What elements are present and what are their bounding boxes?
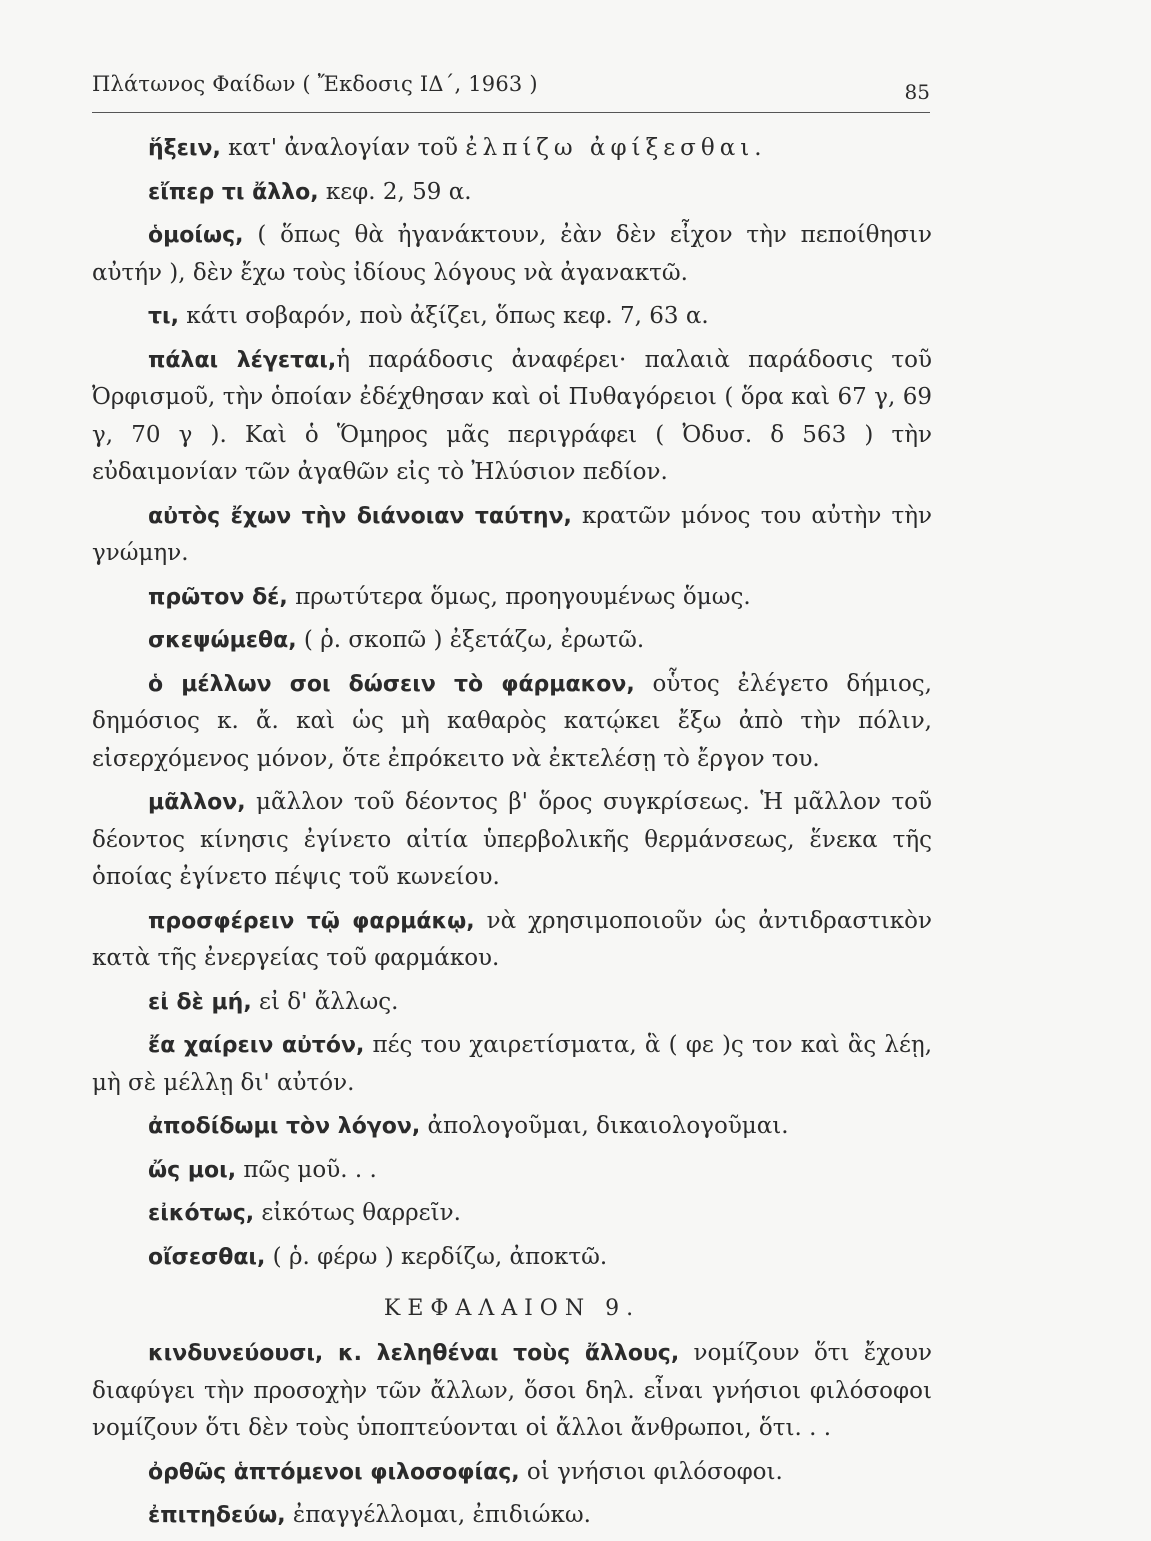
lemma: πάλαι λέγεται, [148,347,337,373]
lemma: μᾶλλον, [148,790,246,815]
gloss: οἱ γνήσιοι φιλόσοφοι. [519,1458,783,1485]
lemma: ὁ μέλλων σοι δώσειν τὸ φάρμακον, [148,671,635,697]
lemma: ὀρθῶς ἁπτόμενοι φιλοσοφίας, [148,1459,520,1485]
lemma: πρῶτον δέ, [148,584,288,610]
entry [92,217,932,292]
lemma: ἐπιτηδεύω, [148,1503,286,1528]
page-number: 85 [904,80,930,104]
gloss: ἐπαγγέλλομαι, ἐπιδιώκω. [285,1502,591,1528]
gloss: εἰκότως θαρρεῖν. [254,1200,461,1226]
lemma: σκεψώμεθα, [148,628,297,653]
entry [92,342,932,492]
lemma: εἴπερ τι ἄλλο, [148,179,319,205]
entry [92,903,932,978]
page-header [92,66,930,106]
entry [92,1027,932,1102]
gloss: κάτι σοβαρόν, ποὺ ἀξίζει, ὅπως κεφ. 7, 63 α. [178,303,709,329]
lemma: εἰ δὲ μή, [148,989,252,1015]
spaced-gloss: ἐλπίζω ἀφίξεσθαι. [465,135,767,161]
entry [92,984,932,1022]
entry [92,298,932,336]
gloss: ( ῥ. σκοπῶ ) ἐξετάζω, ἐρωτῶ. [296,627,645,653]
gloss: οὗτος ἐλέγετο δήμιος, δημόσιος κ. ἄ. καὶ ὡς μὴ καθαρὸς κατῴκει ἔξω ἀπὸ τὴν πόλιν, εἰσερχόμενος μόνον, ὅτε ἐπρόκειτο νὰ ἐκτελέσῃ τὸ ἔργον του. [92,670,932,772]
entry [92,1152,932,1190]
lemma: εἰκότως, [148,1201,255,1226]
gloss: πρωτύτερα ὅμως, προηγουμένως ὅμως. [287,583,751,610]
entry [92,174,932,212]
entry [92,1335,932,1448]
gloss: κεφ. 2, 59 α. [318,178,472,205]
gloss: νὰ χρησιμοποιοῦν ὡς ἀντιδραστικὸν κατὰ τῆς ἐνεργείας τοῦ φαρμάκου. [92,907,932,971]
lemma: προσφέρειν τῷ φαρμάκῳ, [148,908,475,934]
running-title: Πλάτωνος Φαίδων ( Ἔκδοσις ΙΔ΄, 1963 ) [92,72,538,96]
gloss: κρατῶν μόνος του αὐτὴν τὴν γνώμην. [92,502,932,566]
gloss: ἡ παράδοσις ἀναφέρει· παλαιὰ παράδοσις τοῦ Ὀρφισμοῦ, τὴν ὁποίαν ἐδέχθησαν καὶ οἱ Πυθαγόρειοι ( ὅρα καὶ 67 γ, 69 γ, 70 γ ). Καὶ ὁ Ὅμηρος μᾶς περιγράφει ( Ὀδυσ. δ 563 ) τὴν εὐδαιμονίαν τῶν ἀγαθῶν εἰς τὸ Ἠλύσιον πεδίον. [92,346,932,485]
entry [92,666,932,779]
lemma: αὐτὸς ἔχων τὴν διάνοιαν ταύτην, [148,503,572,529]
gloss: ἀπολογοῦμαι, δικαιολογοῦμαι. [420,1113,789,1139]
chapter-heading: ΚΕΦΑΛΑΙΟΝ 9. [383,1296,641,1321]
gloss: ( ὅπως θὰ ἠγανάκτουν, ἐὰν δὲν εἶχον τὴν πεποίθησιν αὐτήν ), δὲν ἔχω τοὺς ἰδίους λόγους νὰ ἀγανακτῶ. [92,222,932,286]
entry [92,622,932,660]
gloss: μᾶλλον τοῦ δέοντος β' ὅρος συγκρίσεως. Ἡ μᾶλλον τοῦ δέοντος κίνησις ἐγίνετο αἰτία ὑπερβολικῆς θερμάνσεως, ἕνεκα τῆς ὁποίας ἐγίνετο πέψις τοῦ κωνείου. [92,789,932,890]
entry [92,1195,932,1233]
entry [92,498,932,573]
entry [92,130,932,168]
commentary-body [92,130,932,1541]
entry [92,1108,932,1146]
lemma: ἥξειν, [148,136,221,161]
gloss: πῶς μοῦ. . . [236,1156,377,1183]
lemma: ὤς μοι, [148,1157,237,1183]
lemma: κινδυνεύουσι, κ. λεληθέναι τοὺς ἄλλους, [148,1341,680,1366]
lemma: ἔα χαίρειν αὐτόν, [148,1033,365,1058]
lemma: ὁμοίως, [148,223,244,248]
lemma: οἴσεσθαι, [148,1244,266,1270]
gloss: πές του χαιρετίσματα, ἃ ( φε )ς τον καὶ ἃς λέῃ, μὴ σὲ μέλλῃ δι' αὐτόν. [92,1032,932,1096]
entry [92,1454,932,1492]
entry [92,579,932,617]
gloss: εἰ δ' ἄλλως. [251,988,399,1015]
gloss: νομίζουν ὅτι ἔχουν διαφύγει τὴν προσοχὴν τῶν ἄλλων, ὅσοι δηλ. εἶναι γνήσιοι φιλόσοφοι νομίζουν ὅτι δὲν τοὺς ὑποπτεύονται οἱ ἄλλοι ἄνθρωποι, ὅτι. . . [92,1340,932,1441]
entry [92,1497,932,1535]
entry [92,1239,932,1277]
lemma: τι, [148,304,179,329]
header-rule [92,112,930,113]
gloss: κατ' ἀναλογίαν τοῦ [220,135,466,161]
lemma: ἀποδίδωμι τὸν λόγον, [148,1114,421,1139]
gloss: ( ῥ. φέρω ) κερδίζω, ἀποκτῶ. [265,1243,608,1270]
entry [92,784,932,897]
